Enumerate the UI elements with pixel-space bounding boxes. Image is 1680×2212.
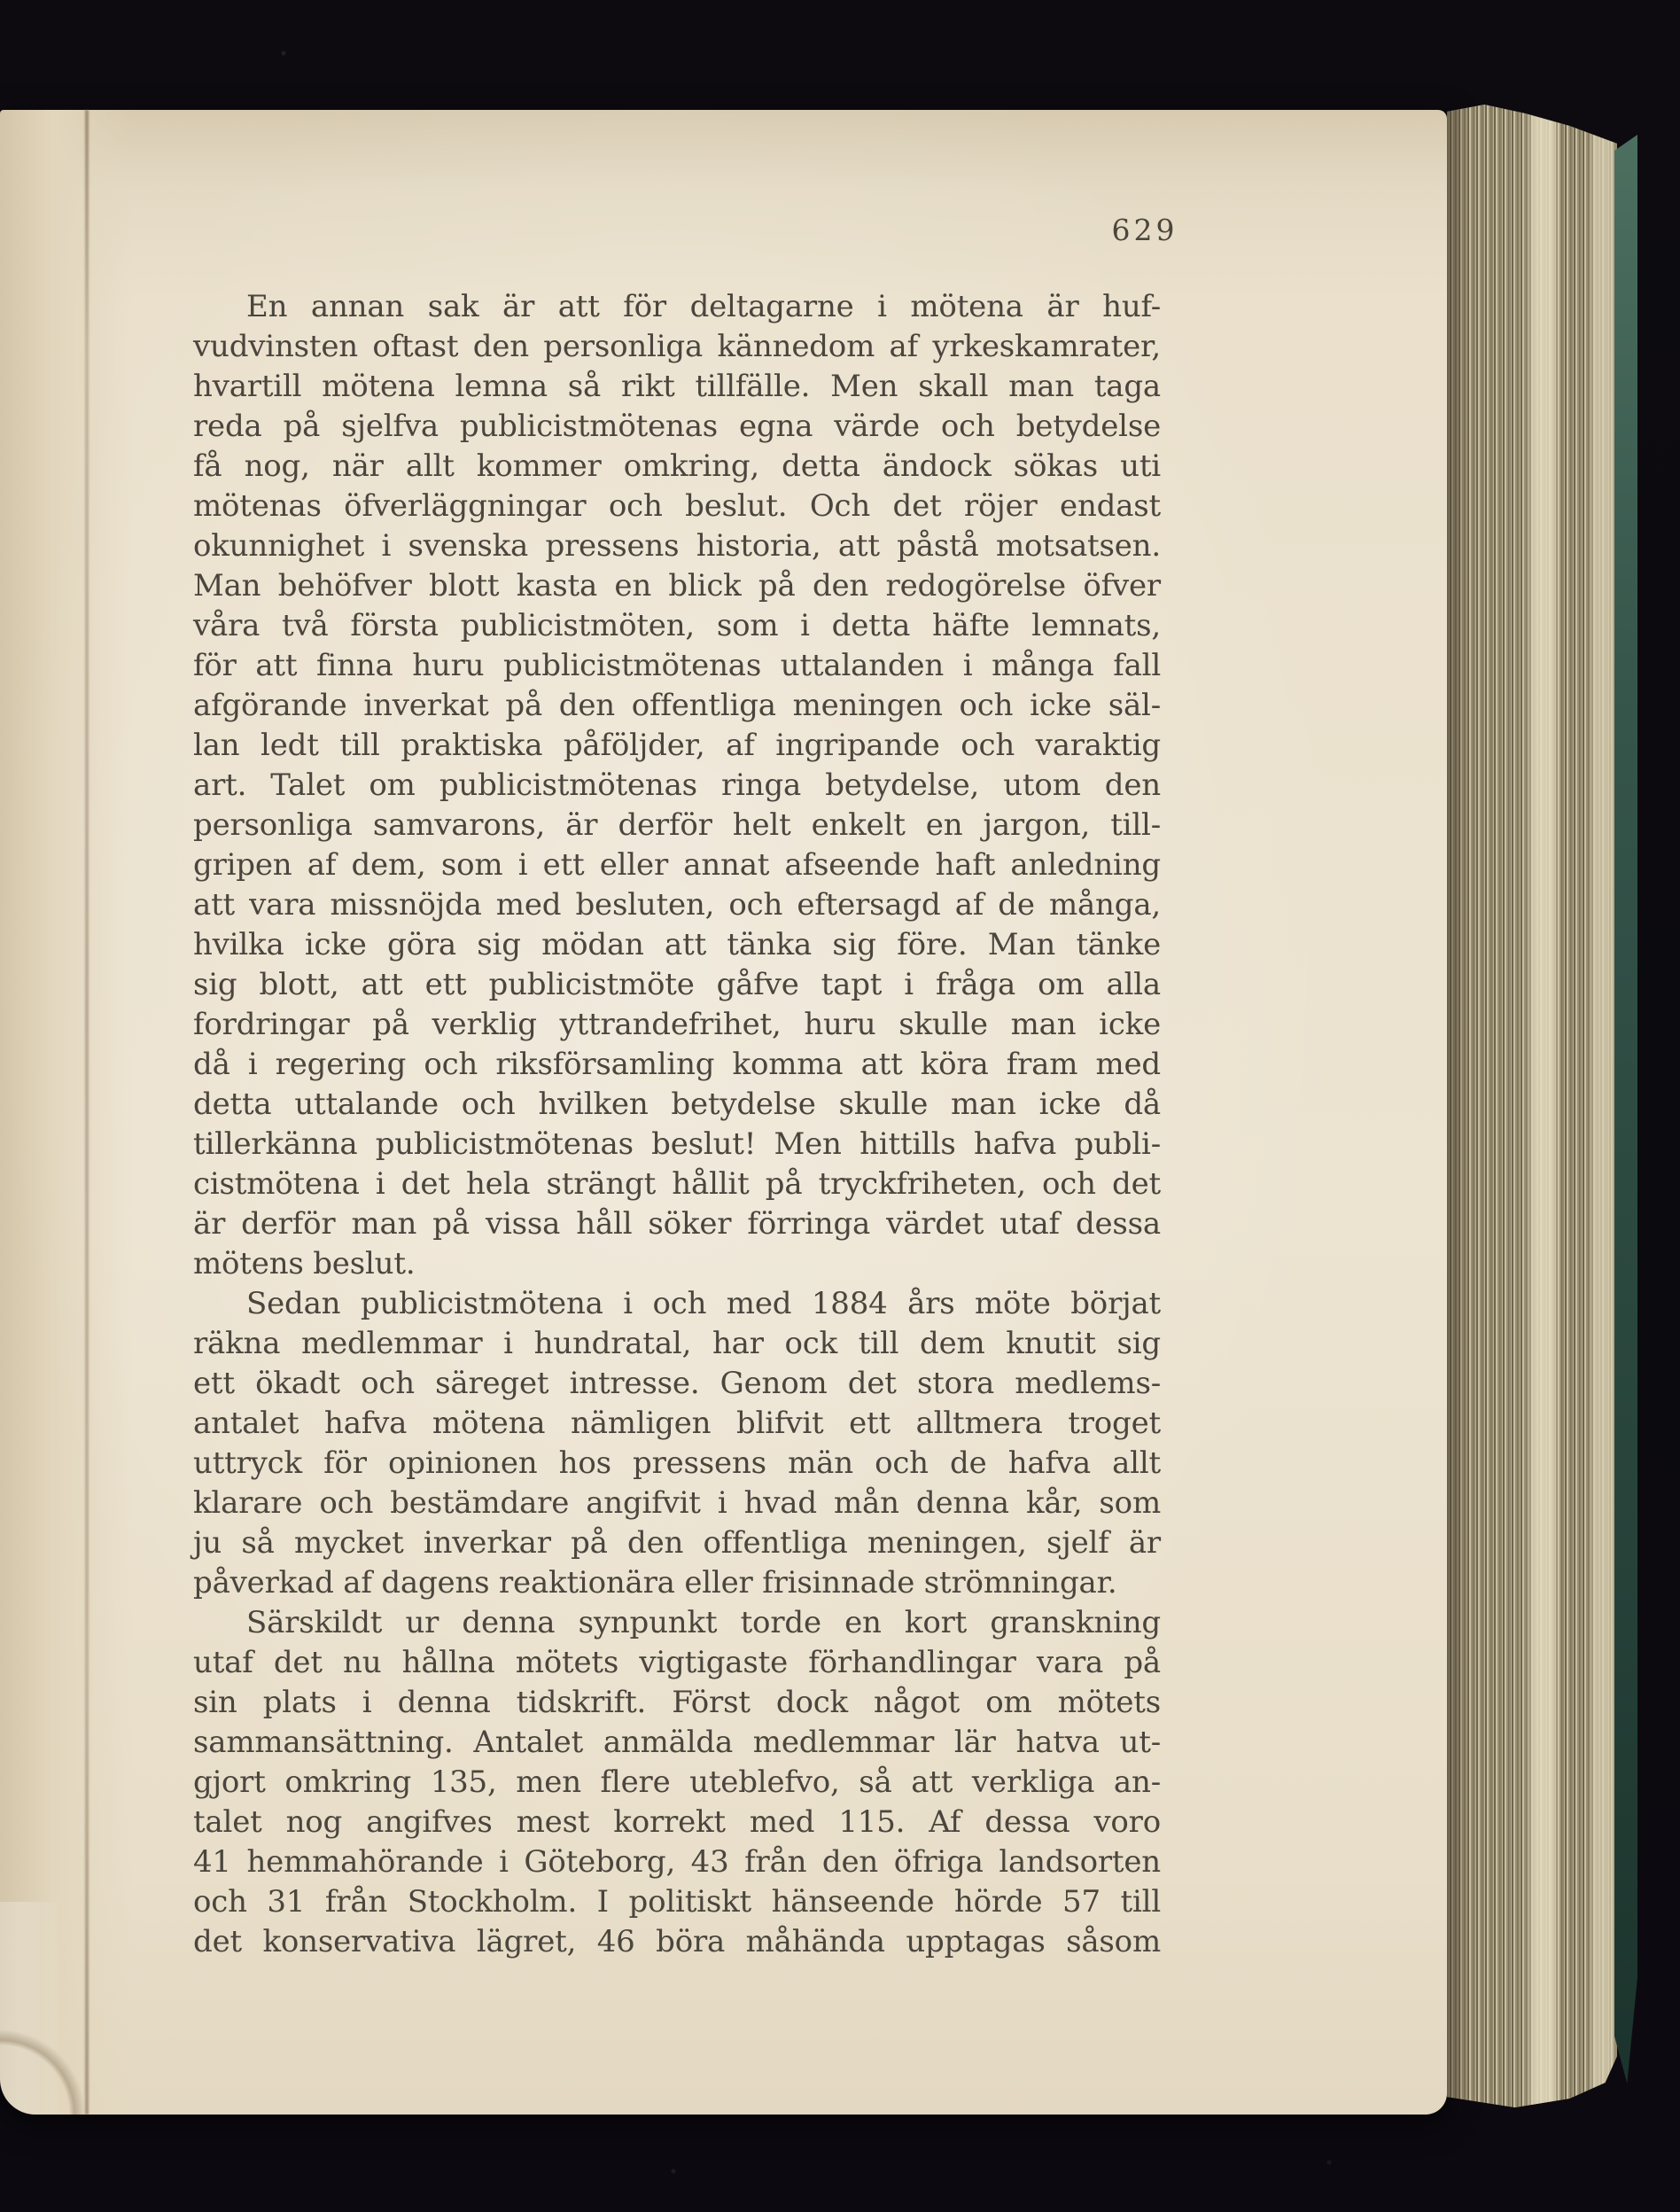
text-line: våra två första publicistmöten, som i detta häfte lemnats,: [193, 608, 1161, 643]
text-line: få nog, när allt kommer omkring, detta ändock sökas uti: [193, 448, 1161, 484]
text-line: gjort omkring 135, men flere uteblefvo, så att verkliga an-: [193, 1764, 1161, 1800]
text-line: vudvinsten oftast den personliga kännedom af yrkeskamrater,: [193, 329, 1161, 364]
text-line: art. Talet om publicistmötenas ringa betydelse, utom den: [193, 767, 1161, 803]
text-line: En annan sak är att för deltagarne i mötena är huf-: [246, 289, 1161, 324]
text-line: hvartill mötena lemna så rikt tillfälle. Men skall man taga: [193, 369, 1161, 404]
text-line: räkna medlemmar i hundratal, har ock till dem knutit sig: [193, 1326, 1161, 1361]
text-line: och 31 från Stockholm. I politiskt hänseende hörde 57 till: [193, 1884, 1161, 1920]
text-line: lan ledt till praktiska påföljder, af ingripande och varaktig: [193, 728, 1161, 763]
text-line: cistmötena i det hela strängt hållit på tryckfriheten, och det: [193, 1166, 1161, 1202]
text-line: gripen af dem, som i ett eller annat afseende haft anledning: [193, 847, 1161, 883]
text-line: det konservativa lägret, 46 böra måhända upptagas såsom: [193, 1924, 1161, 1959]
text-line: påverkad af dagens reaktionära eller frisinnade strömningar.: [193, 1565, 1117, 1601]
text-line: Man behöfver blott kasta en blick på den redogörelse öfver: [193, 568, 1161, 604]
text-line: utaf det nu hållna mötets vigtigaste förhandlingar vara på: [193, 1645, 1161, 1680]
text-line: mötens beslut.: [193, 1246, 416, 1281]
page-gutter-crease: [85, 110, 89, 2115]
text-line: antalet hafva mötena nämligen blifvit ett alltmera troget: [193, 1406, 1161, 1441]
text-line: tillerkänna publicistmötenas beslut! Men hittills hafva publi-: [193, 1126, 1161, 1162]
text-line: sin plats i denna tidskrift. Först dock något om mötets: [193, 1685, 1161, 1720]
text-line: för att finna huru publicistmötenas uttalanden i många fall: [193, 648, 1161, 683]
text-line: afgörande inverkat på den offentliga meningen och icke säl-: [193, 688, 1161, 723]
text-line: klarare och bestämdare angifvit i hvad mån denna kår, som: [193, 1485, 1161, 1521]
page-text: [193, 287, 1161, 1962]
text-line: Sedan publicistmötena i och med 1884 års möte börjat: [246, 1286, 1161, 1321]
text-line: Särskildt ur denna synpunkt torde en kort granskning: [246, 1605, 1161, 1640]
text-line: 41 hemmahörande i Göteborg, 43 från den öfriga landsorten: [193, 1844, 1161, 1880]
page-corner-curl: [0, 1902, 159, 2115]
text-line: reda på sjelfva publicistmötenas egna värde och betydelse: [193, 409, 1161, 444]
text-line: hvilka icke göra sig mödan att tänka sig före. Man tänke: [193, 927, 1161, 962]
text-line: sammansättning. Antalet anmälda medlemmar lär hatva ut-: [193, 1725, 1161, 1760]
text-line: detta uttalande och hvilken betydelse skulle man icke då: [193, 1087, 1161, 1122]
text-line: talet nog angifves mest korrekt med 115. Af dessa voro: [193, 1804, 1161, 1840]
text-line: fordringar på verklig yttrandefrihet, huru skulle man icke: [193, 1007, 1161, 1042]
text-line: okunnighet i svenska pressens historia, att påstå motsatsen.: [193, 528, 1161, 564]
text-line: ett ökadt och säreget intresse. Genom det stora medlems-: [193, 1366, 1161, 1401]
text-line: uttryck för opinionen hos pressens män och de hafva allt: [193, 1445, 1161, 1481]
page-number: 629: [1111, 213, 1178, 247]
text-line: ju så mycket inverkar på den offentliga meningen, sjelf är: [193, 1525, 1161, 1561]
text-line: mötenas öfverläggningar och beslut. Och det röjer endast: [193, 488, 1161, 524]
fanned-page-edges: [1447, 103, 1617, 2111]
text-line: att vara missnöjda med besluten, och eftersagd af de många,: [193, 887, 1161, 923]
text-line: då i regering och riksförsamling komma att köra fram med: [193, 1047, 1161, 1082]
text-line: personliga samvarons, är derför helt enkelt en jargon, till-: [193, 807, 1161, 843]
book-cover-edge: [1614, 135, 1637, 2095]
text-line: sig blott, att ett publicistmöte gåfve tapt i fråga om alla: [193, 967, 1161, 1002]
book-page: [0, 110, 1447, 2115]
text-line: är derför man på vissa håll söker förringa värdet utaf dessa: [193, 1206, 1161, 1242]
